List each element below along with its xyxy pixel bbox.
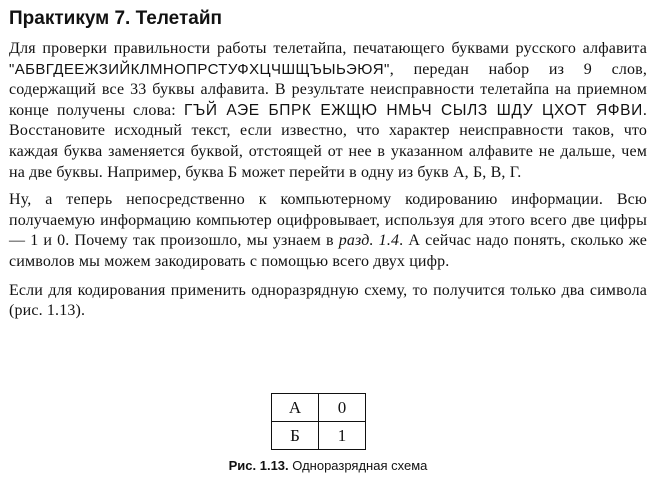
table-row bbox=[272, 394, 366, 422]
paragraph-text: Ну, а теперь непосредственно к компьютерному кодированию информации. Всю получаемую информацию компьютер оцифровывает, используя для этого всего две цифры — 1 и 0. Почему так произошло, мы узнаем в bbox=[9, 191, 647, 250]
paragraph-text: , передан набор из 9 слов, содержащий все 33 буквы алфавита. В результате неисправности телетайпа на приемном конце получены слова: bbox=[9, 60, 647, 119]
table-row bbox=[272, 422, 366, 450]
code-cell: 0 bbox=[319, 394, 366, 422]
symbol-cell: Б bbox=[272, 422, 319, 450]
paragraph-digital-encoding bbox=[9, 190, 647, 272]
symbol-cell: А bbox=[272, 394, 319, 422]
paragraph-text: . Восстановите исходный текст, если известно, что характер неисправности таков, что каждая буква заменяется буквой, отстоящей от нее в указанном алфавите не дальше, чем на две буквы. Например, буква Б может перейти в одну из букв А, Б, В, Г. bbox=[9, 101, 647, 181]
caption-label: Рис. 1.13. bbox=[228, 458, 289, 473]
caption-text: Одноразрядная схема bbox=[288, 458, 428, 473]
paragraph-text: . А сейчас надо понять, сколько же символов мы можем закодировать с помощью всего двух цифр. bbox=[9, 232, 647, 270]
figure-caption bbox=[0, 458, 656, 473]
alphabet-string: "АБВГДЕЕЖЗИЙКЛМНОПРСТУФХЦЧШЩЪЫЬЭЮЯ" bbox=[9, 60, 390, 78]
one-digit-scheme-table bbox=[271, 393, 366, 450]
paragraph-teletype-task bbox=[9, 39, 647, 183]
page-title: Практикум 7. Телетайп bbox=[9, 8, 222, 29]
page-content bbox=[9, 0, 647, 322]
code-cell: 1 bbox=[319, 422, 366, 450]
paragraph-text: Для проверки правильности работы телетайпа, печатающего буквами русского алфавита bbox=[9, 40, 647, 57]
section-reference: разд. 1.4 bbox=[338, 232, 400, 250]
paragraph-one-digit-scheme: Если для кодирования применить одноразрядную схему, то получится только два символа (рис. 1.13). bbox=[9, 281, 647, 320]
received-words: ГЪЙ АЭЕ БПРК ЕЖЩЮ НМЬЧ СЫЛЗ ШДУ ЦХОТ ЯФВИ bbox=[183, 101, 643, 119]
